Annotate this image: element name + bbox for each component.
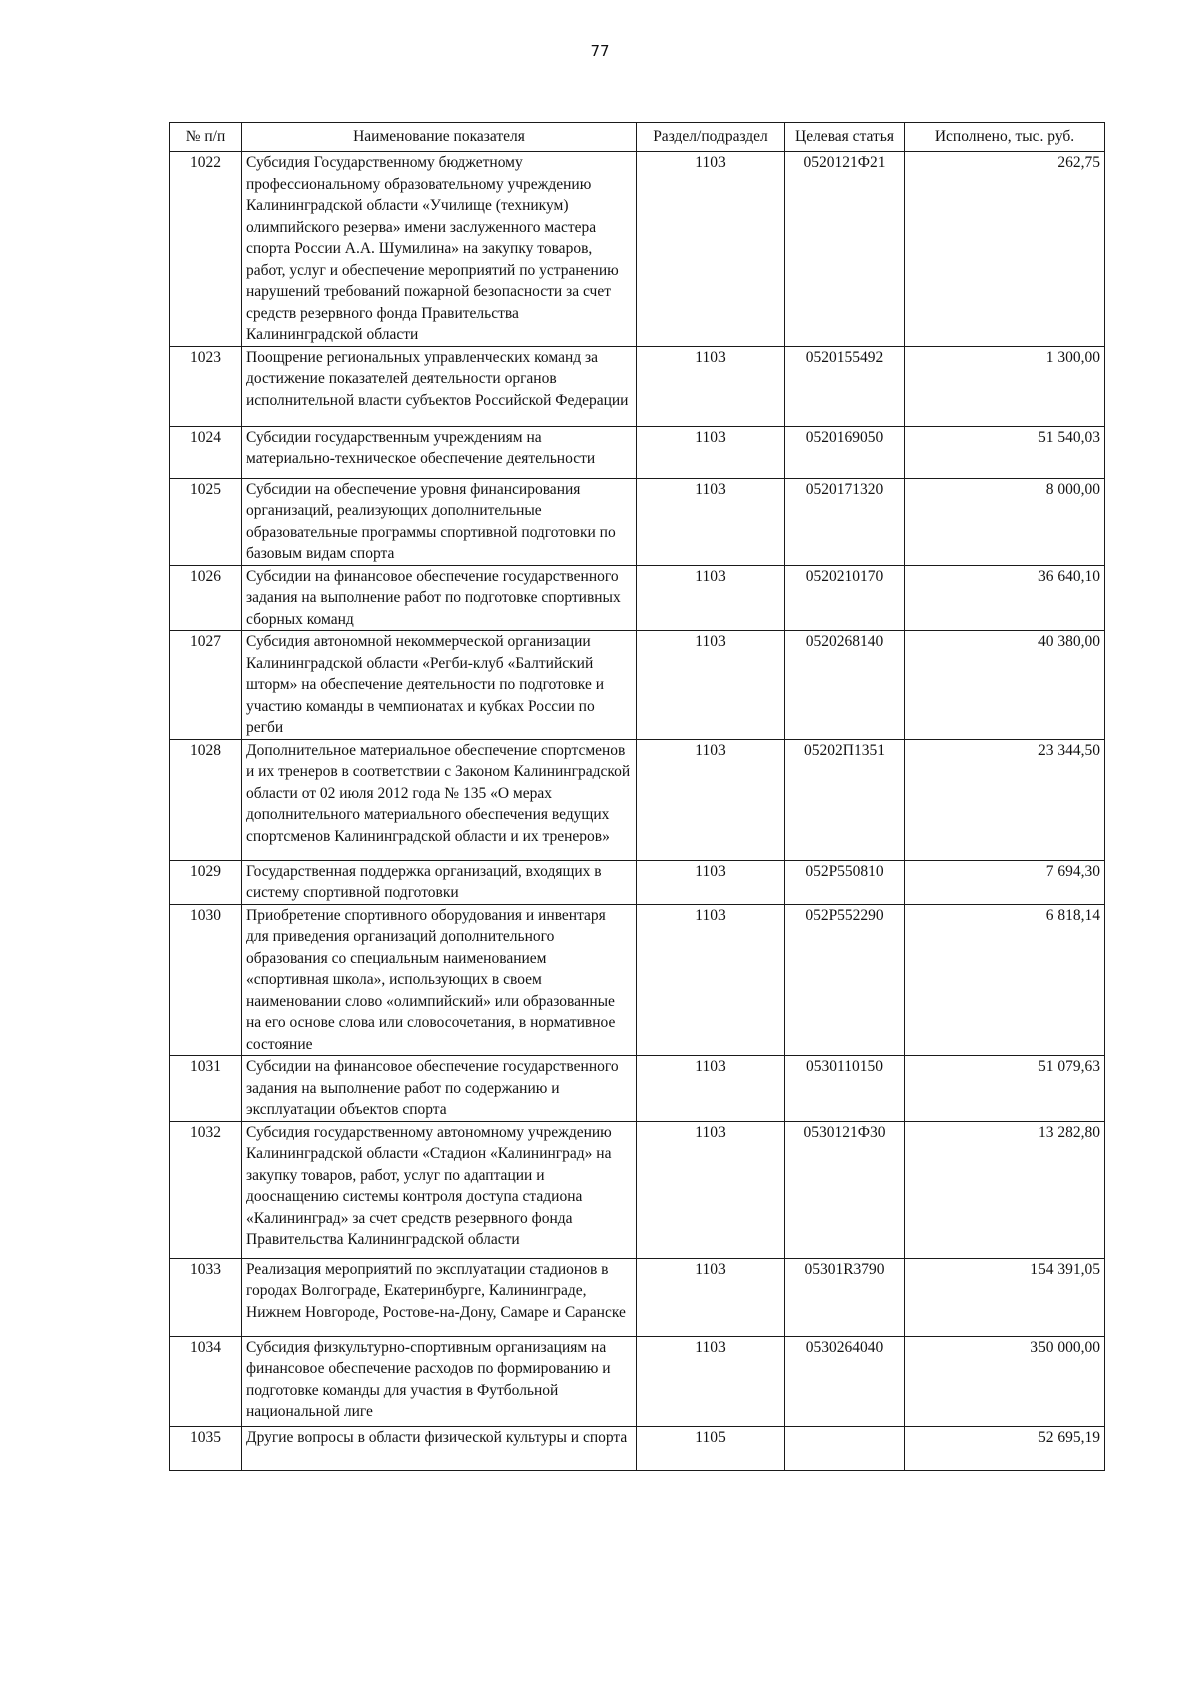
section-code-cell: 1103 <box>637 152 785 347</box>
executed-amount-cell: 36 640,10 <box>905 565 1105 631</box>
executed-amount-cell: 7 694,30 <box>905 860 1105 904</box>
executed-amount-cell: 8 000,00 <box>905 478 1105 565</box>
indicator-name-cell: Субсидия государственному автономному учреждению Калининградской области «Стадион «Калининград» на закупку товаров, работ, услуг по адаптации и дооснащению системы контроля доступа стадиона «Калининград» за счет средств резервного фонда Правительства Калининградской области <box>242 1121 637 1258</box>
target-article-cell: 0520268140 <box>785 631 905 740</box>
table-row <box>170 904 1105 1056</box>
indicator-name-cell: Субсидии на обеспечение уровня финансирования организаций, реализующих дополнительные образовательные программы спортивной подготовки по базовым видам спорта <box>242 478 637 565</box>
target-article-cell: 05301R3790 <box>785 1258 905 1336</box>
page-number: 77 <box>590 42 610 60</box>
table-row <box>170 860 1105 904</box>
header-name: Наименование показателя <box>242 123 637 152</box>
header-section: Раздел/подраздел <box>637 123 785 152</box>
section-code-cell: 1103 <box>637 478 785 565</box>
header-executed: Исполнено, тыс. руб. <box>905 123 1105 152</box>
section-code-cell: 1103 <box>637 1056 785 1122</box>
indicator-name-cell: Субсидия физкультурно-спортивным организациям на финансовое обеспечение расходов по формированию и подготовке команды для участия в Футбольной национальной лиге <box>242 1336 637 1426</box>
target-article-cell: 052Р550810 <box>785 860 905 904</box>
target-article-cell: 0530264040 <box>785 1336 905 1426</box>
indicator-name-cell: Реализация мероприятий по эксплуатации стадионов в городах Волгограде, Екатеринбурге, Калининграде, Нижнем Новгороде, Ростове-на-Дону, Самаре и Саранске <box>242 1258 637 1336</box>
indicator-name-cell: Другие вопросы в области физической культуры и спорта <box>242 1426 637 1470</box>
row-number-cell: 1035 <box>170 1426 242 1470</box>
table-row <box>170 631 1105 740</box>
target-article-cell: 0520155492 <box>785 346 905 426</box>
section-code-cell: 1103 <box>637 1258 785 1336</box>
header-num: № п/п <box>170 123 242 152</box>
section-code-cell: 1103 <box>637 1121 785 1258</box>
row-number-cell: 1022 <box>170 152 242 347</box>
section-code-cell: 1105 <box>637 1426 785 1470</box>
executed-amount-cell: 154 391,05 <box>905 1258 1105 1336</box>
row-number-cell: 1025 <box>170 478 242 565</box>
row-number-cell: 1033 <box>170 1258 242 1336</box>
executed-amount-cell: 6 818,14 <box>905 904 1105 1056</box>
budget-execution-table <box>169 122 1105 1471</box>
section-code-cell: 1103 <box>637 631 785 740</box>
indicator-name-cell: Приобретение спортивного оборудования и инвентаря для приведения организаций дополнительного образования со специальным наименованием «спортивная школа», использующих в своем наименовании слово «олимпийский» или образованные на его основе слова или словосочетания, в нормативное состояние <box>242 904 637 1056</box>
header-target: Целевая статья <box>785 123 905 152</box>
target-article-cell: 05202П1351 <box>785 739 905 860</box>
executed-amount-cell: 51 540,03 <box>905 426 1105 478</box>
indicator-name-cell: Поощрение региональных управленческих команд за достижение показателей деятельности органов исполнительной власти субъектов Российской Федерации <box>242 346 637 426</box>
row-number-cell: 1034 <box>170 1336 242 1426</box>
indicator-name-cell: Субсидия Государственному бюджетному профессиональному образовательному учреждению Калининградской области «Училище (техникум) олимпийского резерва» имени заслуженного мастера спорта России А.А. Шумилина» на закупку товаров, работ, услуг и обеспечение мероприятий по устранению нарушений требований пожарной безопасности за счет средств резервного фонда Правительства Калининградской области <box>242 152 637 347</box>
target-article-cell: 0520169050 <box>785 426 905 478</box>
indicator-name-cell: Субсидии на финансовое обеспечение государственного задания на выполнение работ по содержанию и эксплуатации объектов спорта <box>242 1056 637 1122</box>
row-number-cell: 1028 <box>170 739 242 860</box>
indicator-name-cell: Субсидии государственным учреждениям на материально-техническое обеспечение деятельности <box>242 426 637 478</box>
target-article-cell: 0530121Ф30 <box>785 1121 905 1258</box>
table-row <box>170 565 1105 631</box>
table-row <box>170 1056 1105 1122</box>
section-code-cell: 1103 <box>637 346 785 426</box>
table-row <box>170 346 1105 426</box>
section-code-cell: 1103 <box>637 426 785 478</box>
table-row <box>170 739 1105 860</box>
row-number-cell: 1026 <box>170 565 242 631</box>
table-row <box>170 1258 1105 1336</box>
table-row <box>170 1336 1105 1426</box>
target-article-cell: 0530110150 <box>785 1056 905 1122</box>
table-header-row <box>170 123 1105 152</box>
indicator-name-cell: Дополнительное материальное обеспечение спортсменов и их тренеров в соответствии с Законом Калининградской области от 02 июля 2012 года № 135 «О мерах дополнительного материального обеспечения ведущих спортсменов Калининградской области и их тренеров» <box>242 739 637 860</box>
target-article-cell: 052Р552290 <box>785 904 905 1056</box>
executed-amount-cell: 40 380,00 <box>905 631 1105 740</box>
row-number-cell: 1024 <box>170 426 242 478</box>
executed-amount-cell: 350 000,00 <box>905 1336 1105 1426</box>
executed-amount-cell: 262,75 <box>905 152 1105 347</box>
section-code-cell: 1103 <box>637 739 785 860</box>
table-row <box>170 1121 1105 1258</box>
executed-amount-cell: 23 344,50 <box>905 739 1105 860</box>
section-code-cell: 1103 <box>637 565 785 631</box>
section-code-cell: 1103 <box>637 860 785 904</box>
row-number-cell: 1023 <box>170 346 242 426</box>
target-article-cell: 0520210170 <box>785 565 905 631</box>
executed-amount-cell: 51 079,63 <box>905 1056 1105 1122</box>
row-number-cell: 1032 <box>170 1121 242 1258</box>
row-number-cell: 1030 <box>170 904 242 1056</box>
section-code-cell: 1103 <box>637 1336 785 1426</box>
target-article-cell <box>785 1426 905 1470</box>
indicator-name-cell: Субсидии на финансовое обеспечение государственного задания на выполнение работ по подготовке спортивных сборных команд <box>242 565 637 631</box>
target-article-cell: 0520171320 <box>785 478 905 565</box>
indicator-name-cell: Государственная поддержка организаций, входящих в систему спортивной подготовки <box>242 860 637 904</box>
table-row <box>170 1426 1105 1470</box>
executed-amount-cell: 1 300,00 <box>905 346 1105 426</box>
row-number-cell: 1031 <box>170 1056 242 1122</box>
table-row <box>170 426 1105 478</box>
indicator-name-cell: Субсидия автономной некоммерческой организации Калининградской области «Регби-клуб «Балтийский шторм» на обеспечение деятельности по подготовке и участию команды в чемпионатах и кубках России по регби <box>242 631 637 740</box>
section-code-cell: 1103 <box>637 904 785 1056</box>
target-article-cell: 0520121Ф21 <box>785 152 905 347</box>
table-row <box>170 478 1105 565</box>
row-number-cell: 1029 <box>170 860 242 904</box>
table-row <box>170 152 1105 347</box>
row-number-cell: 1027 <box>170 631 242 740</box>
executed-amount-cell: 52 695,19 <box>905 1426 1105 1470</box>
executed-amount-cell: 13 282,80 <box>905 1121 1105 1258</box>
